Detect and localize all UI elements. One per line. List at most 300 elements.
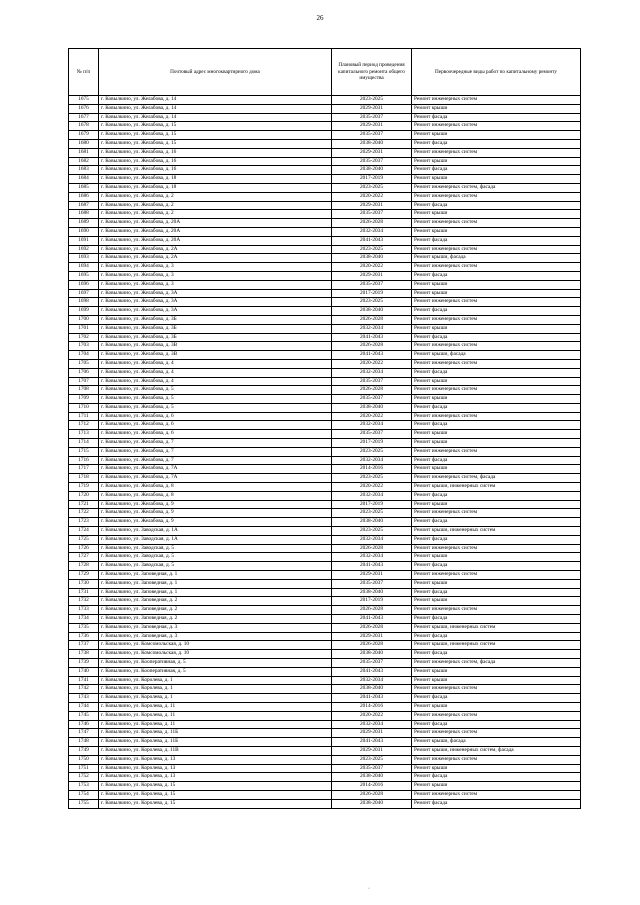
- row-number: 1724: [69, 527, 99, 536]
- row-address: г. Ковылкино, ул. Заводская, д. 1А: [99, 527, 332, 536]
- row-number: 1688: [69, 210, 99, 219]
- row-address: г. Ковылкино, ул. Желабова, д. 9: [99, 509, 332, 518]
- row-address: г. Ковылкино, ул. Желабова, д. 2А: [99, 254, 332, 263]
- row-period: 2032-2034: [332, 227, 412, 236]
- row-works: Ремонт фасада: [412, 632, 581, 641]
- row-works: Ремонт фасада: [412, 271, 581, 280]
- table-row: [69, 553, 581, 562]
- table-body: [69, 96, 581, 809]
- row-address: г. Ковылкино, ул. Желабова, д. 7: [99, 447, 332, 456]
- row-works: Ремонт фасада: [412, 201, 581, 210]
- row-period: 2029-2031: [332, 104, 412, 113]
- row-works: Ремонт инженерных систем: [412, 359, 581, 368]
- row-works: Ремонт крыши: [412, 782, 581, 791]
- row-period: 2041-2043: [332, 615, 412, 624]
- table-row: [69, 597, 581, 606]
- row-period: 2029-2031: [332, 571, 412, 580]
- table-row: [69, 192, 581, 201]
- row-period: 2026-2028: [332, 606, 412, 615]
- row-address: г. Ковылкино, ул. Комсомольская, д. 10: [99, 641, 332, 650]
- row-number: 1721: [69, 500, 99, 509]
- row-works: Ремонт инженерных систем, фасада: [412, 474, 581, 483]
- row-address: г. Ковылкино, ул. Королева, д. 1: [99, 694, 332, 703]
- row-period: 2026-2028: [332, 641, 412, 650]
- row-period: 2023-2025: [332, 183, 412, 192]
- row-period: 2035-2037: [332, 764, 412, 773]
- row-period: 2026-2028: [332, 790, 412, 799]
- row-address: г. Ковылкино, ул. Желабова, д. 7: [99, 439, 332, 448]
- row-period: 2041-2043: [332, 333, 412, 342]
- row-number: 1700: [69, 315, 99, 324]
- table-row: [69, 799, 581, 808]
- table-row: [69, 650, 581, 659]
- row-number: 1694: [69, 263, 99, 272]
- table-row: [69, 518, 581, 527]
- row-period: 2035-2037: [332, 113, 412, 122]
- header-row: [69, 49, 581, 96]
- row-address: г. Ковылкино, ул. Королева, д. 13: [99, 773, 332, 782]
- row-period: 2029-2031: [332, 122, 412, 131]
- row-address: г. Ковылкино, ул. Королева, д. 11: [99, 720, 332, 729]
- table-row: [69, 535, 581, 544]
- row-works: Ремонт крыши: [412, 500, 581, 509]
- row-period: 2041-2043: [332, 738, 412, 747]
- page-number: 26: [316, 14, 324, 22]
- table-row: [69, 157, 581, 166]
- row-period: 2041-2043: [332, 236, 412, 245]
- row-period: 2029-2031: [332, 729, 412, 738]
- row-address: г. Ковылкино, ул. Комсомольская, д. 10: [99, 650, 332, 659]
- row-works: Ремонт крыши: [412, 702, 581, 711]
- row-address: г. Ковылкино, ул. Желабова, д. 2: [99, 192, 332, 201]
- row-number: 1730: [69, 579, 99, 588]
- row-number: 1752: [69, 773, 99, 782]
- row-works: Ремонт фасада: [412, 368, 581, 377]
- row-period: 2020-2022: [332, 263, 412, 272]
- table-row: [69, 430, 581, 439]
- table-row: [69, 96, 581, 105]
- table-row: [69, 368, 581, 377]
- row-address: г. Ковылкино, ул. Желабова, д. 18: [99, 183, 332, 192]
- table-row: [69, 659, 581, 668]
- row-address: г. Ковылкино, ул. Желабова, д. 3В: [99, 351, 332, 360]
- row-address: г. Ковылкино, ул. Желабова, д. 3: [99, 271, 332, 280]
- row-period: 2038-2040: [332, 518, 412, 527]
- row-address: г. Ковылкино, ул. Желабова, д. 3Б: [99, 324, 332, 333]
- row-number: 1744: [69, 702, 99, 711]
- row-number: 1699: [69, 307, 99, 316]
- row-number: 1729: [69, 571, 99, 580]
- row-period: 2041-2043: [332, 351, 412, 360]
- row-period: 2038-2040: [332, 254, 412, 263]
- row-works: Ремонт крыши, фасада: [412, 738, 581, 747]
- row-works: Ремонт инженерных систем: [412, 544, 581, 553]
- row-number: 1719: [69, 483, 99, 492]
- row-works: Ремонт инженерных систем: [412, 122, 581, 131]
- row-works: Ремонт крыши: [412, 377, 581, 386]
- row-number: 1679: [69, 131, 99, 140]
- row-works: Ремонт инженерных систем: [412, 412, 581, 421]
- row-works: Ремонт крыши: [412, 175, 581, 184]
- row-works: Ремонт фасада: [412, 403, 581, 412]
- table-header: [69, 49, 581, 96]
- row-address: г. Ковылкино, ул. Желабова, д. 7: [99, 456, 332, 465]
- row-period: 2017-2019: [332, 289, 412, 298]
- row-number: 1728: [69, 562, 99, 571]
- table-row: [69, 588, 581, 597]
- row-period: 2035-2037: [332, 395, 412, 404]
- row-number: 1743: [69, 694, 99, 703]
- table-row: [69, 166, 581, 175]
- row-works: Ремонт фасада: [412, 562, 581, 571]
- table-row: [69, 412, 581, 421]
- row-works: Ремонт крыши: [412, 579, 581, 588]
- row-period: 2032-2034: [332, 491, 412, 500]
- row-period: 2032-2034: [332, 553, 412, 562]
- row-period: 2026-2028: [332, 315, 412, 324]
- row-address: г. Ковылкино, ул. Желабова, д. 9: [99, 518, 332, 527]
- row-works: Ремонт фасада: [412, 615, 581, 624]
- row-address: г. Ковылкино, ул. Королева, д. 1: [99, 685, 332, 694]
- row-address: г. Ковылкино, ул. Желабова, д. 14: [99, 104, 332, 113]
- row-period: 2014-2016: [332, 782, 412, 791]
- table-row: [69, 359, 581, 368]
- row-number: 1748: [69, 738, 99, 747]
- row-period: 2032-2034: [332, 720, 412, 729]
- table-row: [69, 395, 581, 404]
- table-row: [69, 227, 581, 236]
- row-period: 2017-2019: [332, 175, 412, 184]
- row-works: Ремонт крыши: [412, 210, 581, 219]
- row-works: Ремонт инженерных систем: [412, 447, 581, 456]
- row-address: г. Ковылкино, ул. Желабова, д. 15: [99, 122, 332, 131]
- table-row: [69, 623, 581, 632]
- row-works: Ремонт крыши: [412, 553, 581, 562]
- table-row: [69, 289, 581, 298]
- row-period: 2020-2022: [332, 412, 412, 421]
- table-row: [69, 236, 581, 245]
- row-period: 2038-2040: [332, 773, 412, 782]
- row-address: г. Ковылкино, ул. Заповедная, д. 1: [99, 579, 332, 588]
- row-number: 1682: [69, 157, 99, 166]
- row-number: 1707: [69, 377, 99, 386]
- table-row: [69, 465, 581, 474]
- table-row: [69, 439, 581, 448]
- row-works: Ремонт фасада: [412, 588, 581, 597]
- row-number: 1687: [69, 201, 99, 210]
- row-number: 1680: [69, 139, 99, 148]
- row-period: 2041-2043: [332, 667, 412, 676]
- row-number: 1711: [69, 412, 99, 421]
- row-address: г. Ковылкино, ул. Желабова, д. 20А: [99, 219, 332, 228]
- row-period: 2023-2025: [332, 245, 412, 254]
- row-address: г. Ковылкино, ул. Желабова, д. 3А: [99, 298, 332, 307]
- row-number: 1754: [69, 790, 99, 799]
- row-address: г. Ковылкино, ул. Желабова, д. 5: [99, 386, 332, 395]
- row-period: 2038-2040: [332, 139, 412, 148]
- row-period: 2041-2043: [332, 562, 412, 571]
- row-works: Ремонт фасада: [412, 307, 581, 316]
- row-address: г. Ковылкино, ул. Желабова, д. 15: [99, 139, 332, 148]
- table-row: [69, 702, 581, 711]
- row-address: г. Ковылкино, ул. Королева, д. 15: [99, 782, 332, 791]
- row-number: 1712: [69, 421, 99, 430]
- row-period: 2020-2022: [332, 359, 412, 368]
- row-period: 2023-2025: [332, 509, 412, 518]
- row-address: г. Ковылкино, ул. Желабова, д. 3: [99, 263, 332, 272]
- row-address: г. Ковылкино, ул. Королева, д. 1: [99, 676, 332, 685]
- row-period: 2032-2034: [332, 324, 412, 333]
- row-number: 1689: [69, 219, 99, 228]
- table-row: [69, 175, 581, 184]
- bottom-mark: ·: [368, 886, 370, 892]
- row-number: 1686: [69, 192, 99, 201]
- row-period: 2029-2031: [332, 271, 412, 280]
- row-period: 2026-2028: [332, 623, 412, 632]
- row-number: 1733: [69, 606, 99, 615]
- row-period: 2029-2031: [332, 632, 412, 641]
- row-number: 1735: [69, 623, 99, 632]
- row-number: 1713: [69, 430, 99, 439]
- row-address: г. Ковылкино, ул. Кооперативная, д. 5: [99, 659, 332, 668]
- row-address: г. Ковылкино, ул. Заповедная, д. 1: [99, 571, 332, 580]
- row-number: 1751: [69, 764, 99, 773]
- table-row: [69, 271, 581, 280]
- row-period: 2035-2037: [332, 157, 412, 166]
- row-period: 2017-2019: [332, 597, 412, 606]
- table-row: [69, 755, 581, 764]
- row-number: 1750: [69, 755, 99, 764]
- row-works: Ремонт крыши: [412, 104, 581, 113]
- capital-repair-table: [68, 48, 581, 809]
- row-period: 2029-2031: [332, 148, 412, 157]
- row-period: 2038-2040: [332, 685, 412, 694]
- row-period: 2038-2040: [332, 650, 412, 659]
- row-works: Ремонт инженерных систем: [412, 342, 581, 351]
- row-works: Ремонт фасада: [412, 799, 581, 808]
- row-address: г. Ковылкино, ул. Заповедная, д. 2: [99, 606, 332, 615]
- row-address: г. Ковылкино, ул. Желабова, д. 8: [99, 483, 332, 492]
- row-works: Ремонт фасада: [412, 139, 581, 148]
- table-row: [69, 527, 581, 536]
- row-period: 2020-2022: [332, 711, 412, 720]
- row-number: 1681: [69, 148, 99, 157]
- row-address: г. Ковылкино, ул. Желабова, д. 5: [99, 403, 332, 412]
- row-number: 1755: [69, 799, 99, 808]
- row-number: 1691: [69, 236, 99, 245]
- row-works: Ремонт инженерных систем, фасада: [412, 659, 581, 668]
- row-number: 1709: [69, 395, 99, 404]
- row-works: Ремонт инженерных систем, фасада: [412, 183, 581, 192]
- row-works: Ремонт крыши: [412, 157, 581, 166]
- table-row: [69, 676, 581, 685]
- row-works: Ремонт крыши: [412, 667, 581, 676]
- row-address: г. Ковылкино, ул. Желабова, д. 4: [99, 359, 332, 368]
- row-number: 1746: [69, 720, 99, 729]
- row-period: 2032-2034: [332, 421, 412, 430]
- table-row: [69, 447, 581, 456]
- row-works: Ремонт инженерных систем: [412, 245, 581, 254]
- row-works: Ремонт крыши: [412, 227, 581, 236]
- row-number: 1726: [69, 544, 99, 553]
- row-address: г. Ковылкино, ул. Королева, д. 13: [99, 764, 332, 773]
- row-works: Ремонт крыши: [412, 764, 581, 773]
- table-row: [69, 615, 581, 624]
- row-number: 1676: [69, 104, 99, 113]
- row-number: 1695: [69, 271, 99, 280]
- row-works: Ремонт фасада: [412, 535, 581, 544]
- row-works: Ремонт инженерных систем: [412, 192, 581, 201]
- row-address: г. Ковылкино, ул. Желабова, д. 2: [99, 210, 332, 219]
- row-period: 2038-2040: [332, 166, 412, 175]
- row-works: Ремонт крыши: [412, 131, 581, 140]
- row-works: Ремонт фасада: [412, 456, 581, 465]
- row-number: 1705: [69, 359, 99, 368]
- row-works: Ремонт инженерных систем: [412, 315, 581, 324]
- table-row: [69, 790, 581, 799]
- row-number: 1740: [69, 667, 99, 676]
- table-row: [69, 122, 581, 131]
- table-row: [69, 210, 581, 219]
- row-works: Ремонт инженерных систем: [412, 509, 581, 518]
- row-period: 2020-2022: [332, 192, 412, 201]
- row-works: Ремонт крыши: [412, 430, 581, 439]
- row-number: 1734: [69, 615, 99, 624]
- row-address: г. Ковылкино, ул. Заводская, д. 5: [99, 553, 332, 562]
- row-address: г. Ковылкино, ул. Желабова, д. 7А: [99, 474, 332, 483]
- row-works: Ремонт инженерных систем: [412, 298, 581, 307]
- table-row: [69, 263, 581, 272]
- row-period: 2035-2037: [332, 377, 412, 386]
- row-address: г. Ковылкино, ул. Желабова, д. 3: [99, 280, 332, 289]
- row-works: Ремонт инженерных систем: [412, 711, 581, 720]
- row-number: 1704: [69, 351, 99, 360]
- row-address: г. Ковылкино, ул. Желабова, д. 16: [99, 157, 332, 166]
- row-period: 2017-2019: [332, 439, 412, 448]
- table-row: [69, 254, 581, 263]
- table-row: [69, 641, 581, 650]
- row-works: Ремонт инженерных систем: [412, 219, 581, 228]
- row-works: Ремонт фасада: [412, 421, 581, 430]
- row-period: 2035-2037: [332, 430, 412, 439]
- row-number: 1715: [69, 447, 99, 456]
- row-address: г. Ковылкино, ул. Королева, д. 11: [99, 711, 332, 720]
- row-works: Ремонт крыши, фасада: [412, 351, 581, 360]
- row-number: 1716: [69, 456, 99, 465]
- row-works: Ремонт фасада: [412, 720, 581, 729]
- row-number: 1736: [69, 632, 99, 641]
- row-works: Ремонт крыши: [412, 324, 581, 333]
- row-address: г. Ковылкино, ул. Королева, д. 11Б: [99, 729, 332, 738]
- row-works: Ремонт фасада: [412, 773, 581, 782]
- row-number: 1753: [69, 782, 99, 791]
- row-period: 2014-2016: [332, 465, 412, 474]
- row-address: г. Ковылкино, ул. Желабова, д. 3Б: [99, 333, 332, 342]
- table-row: [69, 782, 581, 791]
- row-number: 1741: [69, 676, 99, 685]
- row-address: г. Ковылкино, ул. Желабова, д. 18: [99, 175, 332, 184]
- row-works: Ремонт фасада: [412, 694, 581, 703]
- row-number: 1677: [69, 113, 99, 122]
- row-number: 1692: [69, 245, 99, 254]
- row-works: Ремонт крыши: [412, 395, 581, 404]
- row-address: г. Ковылкино, ул. Желабова, д. 15: [99, 131, 332, 140]
- table-row: [69, 711, 581, 720]
- row-address: г. Ковылкино, ул. Желабова, д. 3А: [99, 289, 332, 298]
- row-works: Ремонт инженерных систем: [412, 790, 581, 799]
- row-works: Ремонт крыши, инженерных систем, фасада: [412, 746, 581, 755]
- row-address: г. Ковылкино, ул. Желабова, д. 6: [99, 412, 332, 421]
- row-address: г. Ковылкино, ул. Желабова, д. 3Б: [99, 315, 332, 324]
- row-number: 1696: [69, 280, 99, 289]
- row-works: Ремонт фасада: [412, 650, 581, 659]
- row-number: 1684: [69, 175, 99, 184]
- row-address: г. Ковылкино, ул. Королева, д. 11Б: [99, 738, 332, 747]
- row-address: г. Ковылкино, ул. Желабова, д. 9: [99, 500, 332, 509]
- row-works: Ремонт инженерных систем: [412, 96, 581, 105]
- row-period: 2032-2034: [332, 456, 412, 465]
- row-period: 2026-2028: [332, 544, 412, 553]
- table-row: [69, 491, 581, 500]
- table-row: [69, 131, 581, 140]
- row-period: 2035-2037: [332, 280, 412, 289]
- row-period: 2035-2037: [332, 210, 412, 219]
- table-row: [69, 729, 581, 738]
- row-address: г. Ковылкино, ул. Заповедная, д. 3: [99, 632, 332, 641]
- row-number: 1720: [69, 491, 99, 500]
- table-row: [69, 571, 581, 580]
- row-address: г. Ковылкино, ул. Заводская, д. 5: [99, 544, 332, 553]
- row-address: г. Ковылкино, ул. Заводская, д. 1А: [99, 535, 332, 544]
- table-row: [69, 113, 581, 122]
- row-number: 1739: [69, 659, 99, 668]
- table-row: [69, 685, 581, 694]
- row-address: г. Ковылкино, ул. Желабова, д. 14: [99, 113, 332, 122]
- table-row: [69, 333, 581, 342]
- row-works: Ремонт инженерных систем: [412, 685, 581, 694]
- table-row: [69, 104, 581, 113]
- row-number: 1738: [69, 650, 99, 659]
- table-row: [69, 694, 581, 703]
- row-address: г. Ковылкино, ул. Заводская, д. 5: [99, 562, 332, 571]
- row-works: Ремонт инженерных систем: [412, 386, 581, 395]
- table-row: [69, 483, 581, 492]
- row-period: 2017-2019: [332, 500, 412, 509]
- row-address: г. Ковылкино, ул. Желабова, д. 7А: [99, 465, 332, 474]
- table-row: [69, 245, 581, 254]
- table-row: [69, 500, 581, 509]
- row-address: г. Ковылкино, ул. Королева, д. 13: [99, 755, 332, 764]
- row-number: 1723: [69, 518, 99, 527]
- row-address: г. Ковылкино, ул. Заповедная, д. 3: [99, 623, 332, 632]
- row-address: г. Ковылкино, ул. Королева, д. 15: [99, 799, 332, 808]
- table-row: [69, 632, 581, 641]
- row-period: 2023-2025: [332, 474, 412, 483]
- row-address: г. Ковылкино, ул. Заповедная, д. 2: [99, 597, 332, 606]
- row-number: 1697: [69, 289, 99, 298]
- row-works: Ремонт фасада: [412, 333, 581, 342]
- row-works: Ремонт крыши, фасада: [412, 254, 581, 263]
- row-works: Ремонт инженерных систем: [412, 606, 581, 615]
- row-period: 2023-2025: [332, 96, 412, 105]
- row-address: г. Ковылкино, ул. Желабова, д. 16: [99, 166, 332, 175]
- header-period: Плановый период проведения капитального ремонта общего имущества: [332, 49, 412, 96]
- table-row: [69, 746, 581, 755]
- table-row: [69, 421, 581, 430]
- row-period: 2026-2028: [332, 219, 412, 228]
- row-period: 2035-2037: [332, 579, 412, 588]
- table-row: [69, 298, 581, 307]
